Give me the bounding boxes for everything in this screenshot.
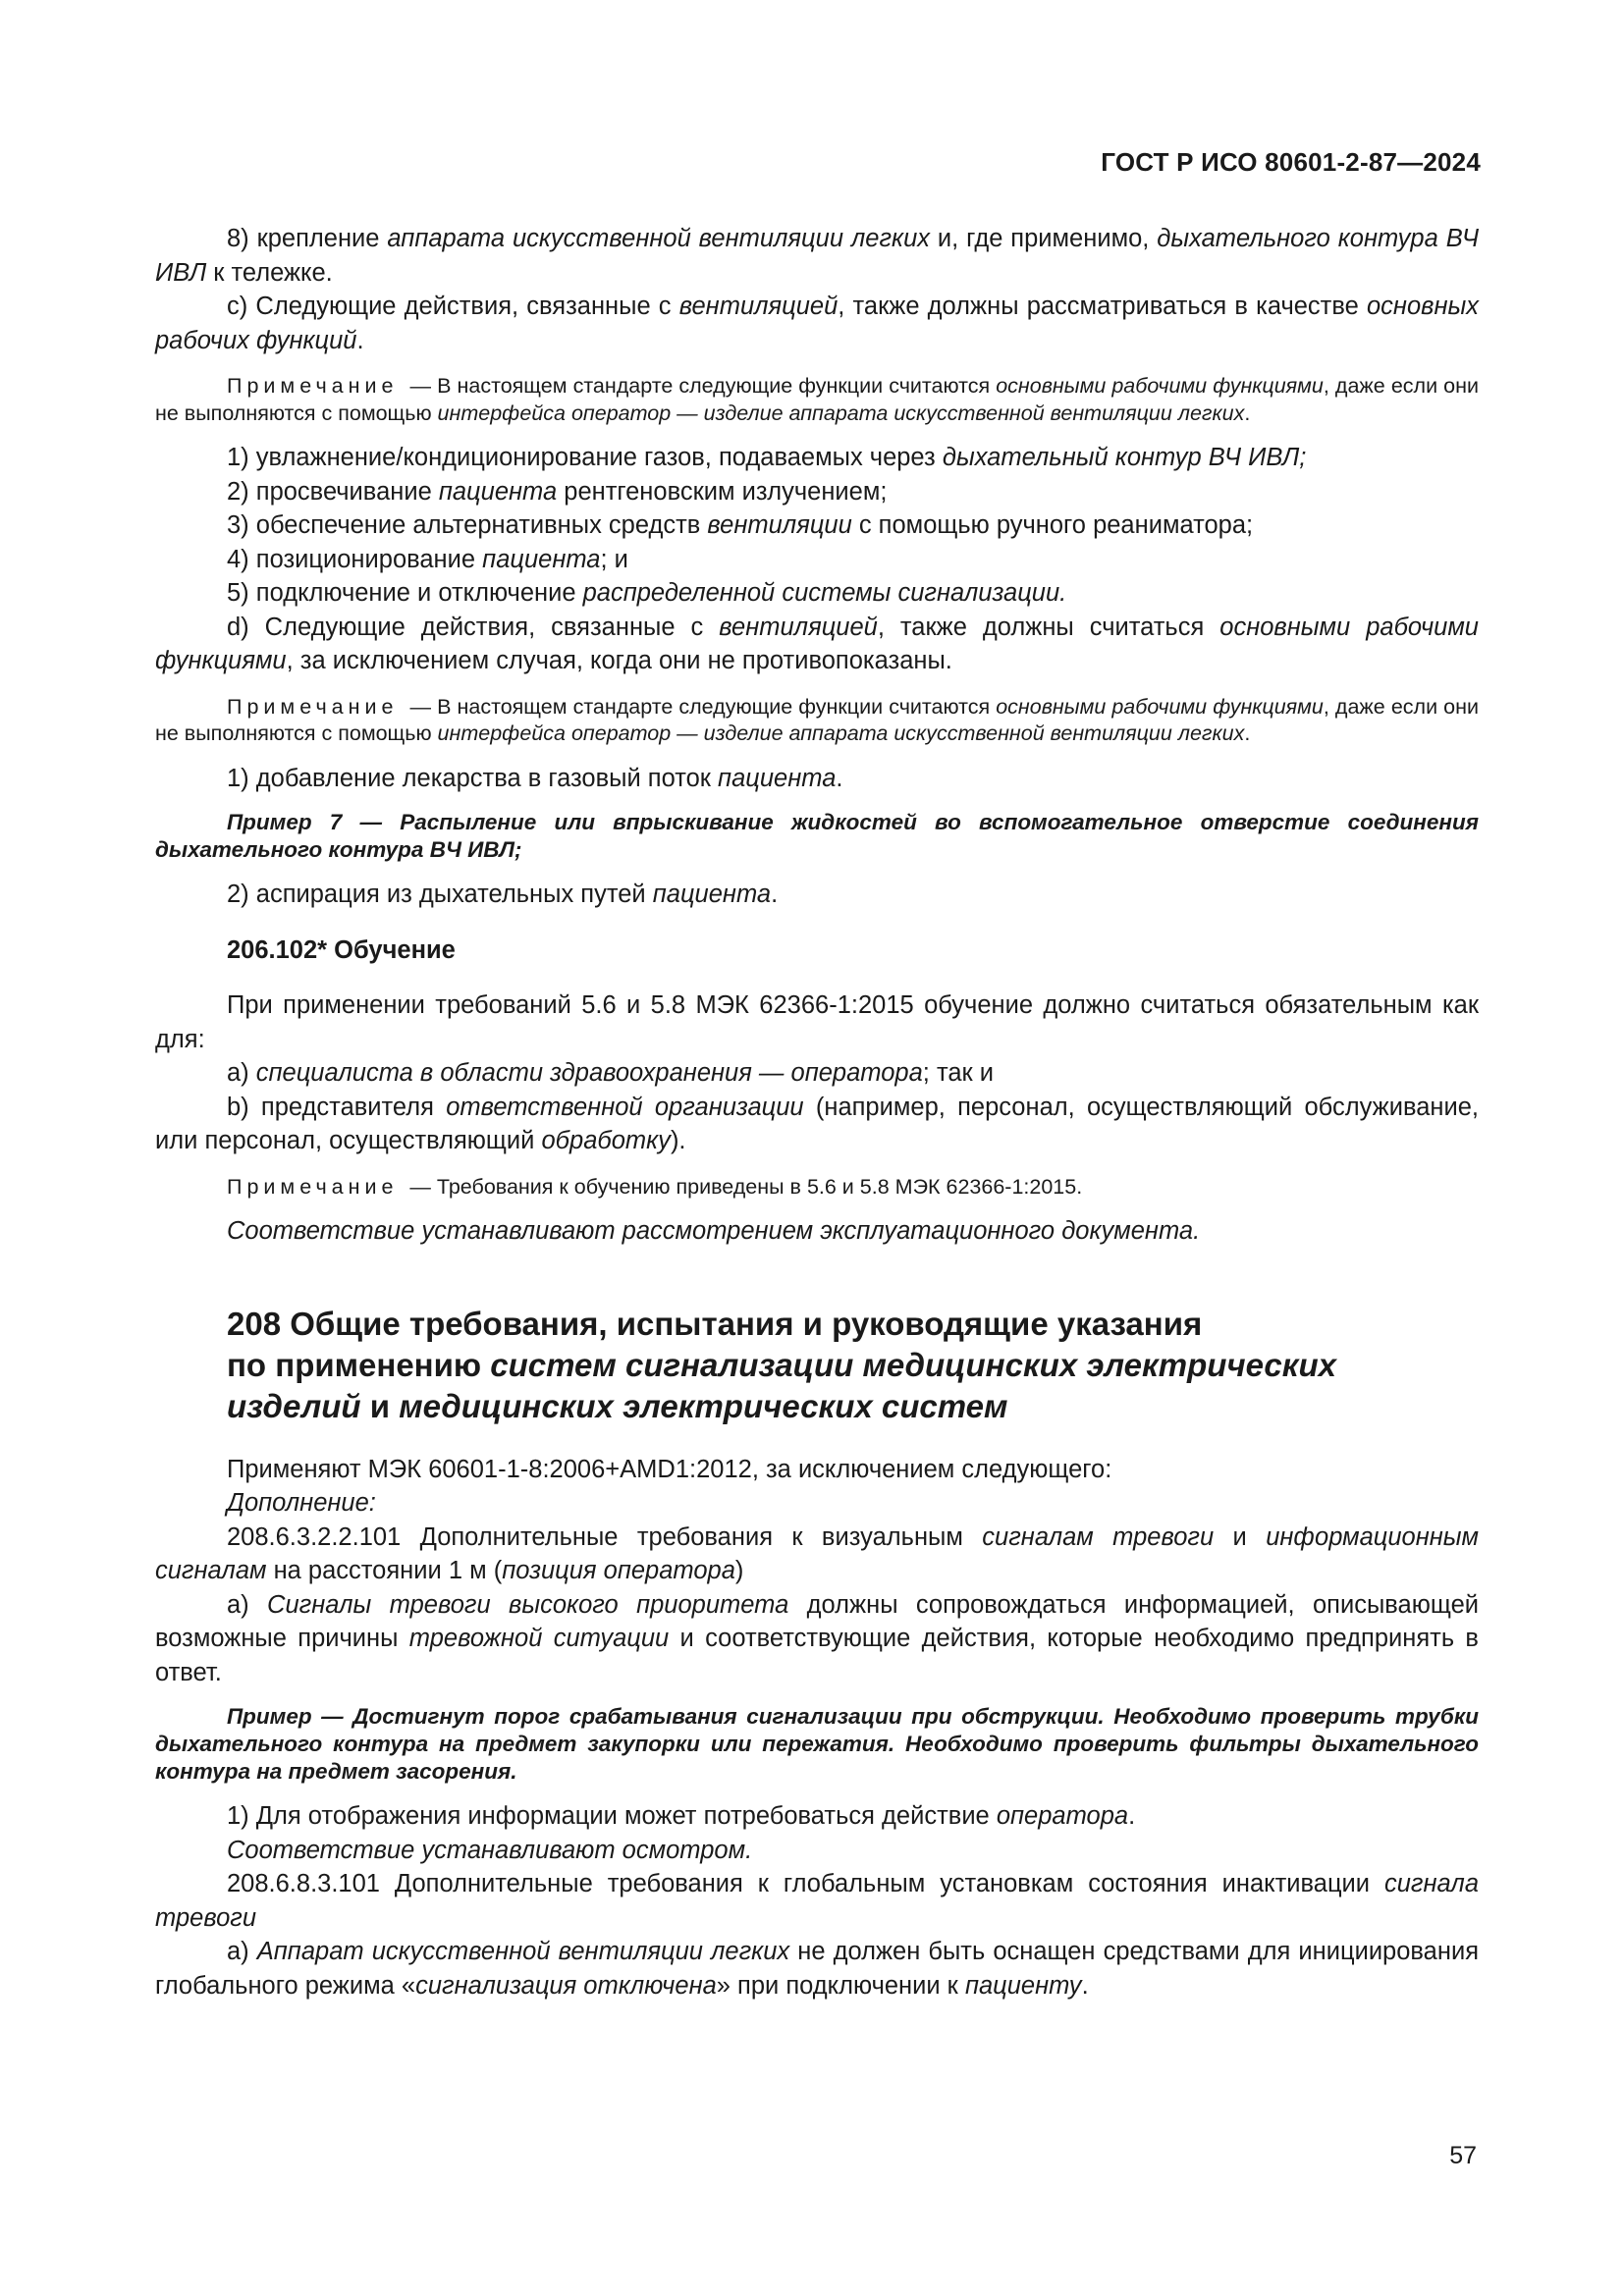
- example: Пример — Достигнут порог срабатывания сигнализации при обструкции. Необходимо проверить трубки дыхательного контура на предмет закупорки или пережатия. Необходимо проверить фильтры дыхательного контура на предмет засорения.: [155, 1704, 1479, 1784]
- paragraph: d) Следующие действия, связанные с вентиляцией, также должны считаться основными рабочими функциями, за исключением случая, когда они не противопоказаны.: [155, 613, 1479, 674]
- document-body: [155, 222, 1479, 2002]
- list-item: 2) просвечивание пациента рентгеновским излучением;: [227, 477, 888, 506]
- note: Примечание — Требования к обучению приведены в 5.6 и 5.8 МЭК 62366-1:2015.: [227, 1174, 1083, 1199]
- paragraph: a) Аппарат искусственной вентиляции легких не должен быть оснащен средствами для инициирования глобального режима «сигнализация отключена» при подключении к пациенту.: [155, 1938, 1479, 2000]
- list-item: 1) увлажнение/кондиционирование газов, подаваемых через дыхательный контур ВЧ ИВЛ;: [227, 444, 1307, 471]
- page-number: 57: [1449, 2142, 1477, 2169]
- list-item: a) специалиста в области здравоохранения — оператора; так и: [227, 1059, 995, 1087]
- paragraph: a) Сигналы тревоги высокого приоритета должны сопровождаться информацией, описывающей возможные причины тревожной ситуации и соответствующие действия, которые необходимо предпринять в ответ.: [155, 1590, 1479, 1686]
- subsection-heading: 206.102* Обучение: [227, 935, 456, 964]
- note: Примечание — В настоящем стандарте следующие функции считаются основными рабочими функциями, даже если они не выполняются с помощью интерфейса оператор — изделие аппарата искусственной вентиляции легких.: [155, 694, 1480, 745]
- compliance-statement: Соответствие устанавливают осмотром.: [227, 1836, 753, 1864]
- paragraph: 208.6.8.3.101 Дополнительные требования к глобальным установкам состояния инактивации сигнала тревоги: [155, 1870, 1479, 1932]
- paragraph: 8) крепление аппарата искусственной вентиляции легких и, где применимо, дыхательного контура ВЧ ИВЛ к тележке.: [155, 225, 1480, 287]
- list-item: 1) добавление лекарства в газовый поток пациента.: [227, 764, 843, 792]
- paragraph: c) Следующие действия, связанные с вентиляцией, также должны рассматриваться в качестве основных рабочих функций.: [155, 293, 1479, 354]
- page-header-title: ГОСТ Р ИСО 80601-2-87—2024: [1101, 147, 1481, 177]
- compliance-statement: Соответствие устанавливают рассмотрением эксплуатационного документа.: [227, 1217, 1201, 1245]
- paragraph: 208.6.3.2.2.101 Дополнительные требования к визуальным сигналам тревоги и информационным сигналам на расстоянии 1 м (позиция оператора): [155, 1522, 1480, 1584]
- example: Пример 7 — Распыление или впрыскивание жидкостей во вспомогательное отверстие соединения дыхательного контура ВЧ ИВЛ;: [155, 810, 1479, 862]
- list-item: 4) позиционирование пациента; и: [227, 545, 628, 573]
- list-item: 5) подключение и отключение распределенной системы сигнализации.: [227, 579, 1067, 607]
- note: Примечание — В настоящем стандарте следующие функции считаются основными рабочими функциями, даже если они не выполняются с помощью интерфейса оператор — изделие аппарата искусственной вентиляции легких.: [155, 374, 1480, 425]
- paragraph: При применении требований 5.6 и 5.8 МЭК 62366-1:2015 обучение должно считаться обязательным как для:: [155, 991, 1479, 1053]
- list-item: b) представителя ответственной организации (например, персонал, осуществляющий обслуживание, или персонал, осуществляющий обработку).: [155, 1093, 1479, 1154]
- list-item: 3) обеспечение альтернативных средств вентиляции с помощью ручного реаниматора;: [227, 511, 1254, 539]
- paragraph: Дополнение:: [227, 1489, 376, 1517]
- paragraph: 1) Для отображения информации может потребоваться действие оператора.: [227, 1802, 1136, 1830]
- section-heading: 208 Общие требования, испытания и руководящие указания по применению систем сигнализации медицинских электрических изделий и медицинских электрических систем: [227, 1305, 1336, 1424]
- list-item: 2) аспирация из дыхательных путей пациента.: [227, 881, 779, 908]
- paragraph: Применяют МЭК 60601-1-8:2006+AMD1:2012, за исключением следующего:: [227, 1455, 1112, 1483]
